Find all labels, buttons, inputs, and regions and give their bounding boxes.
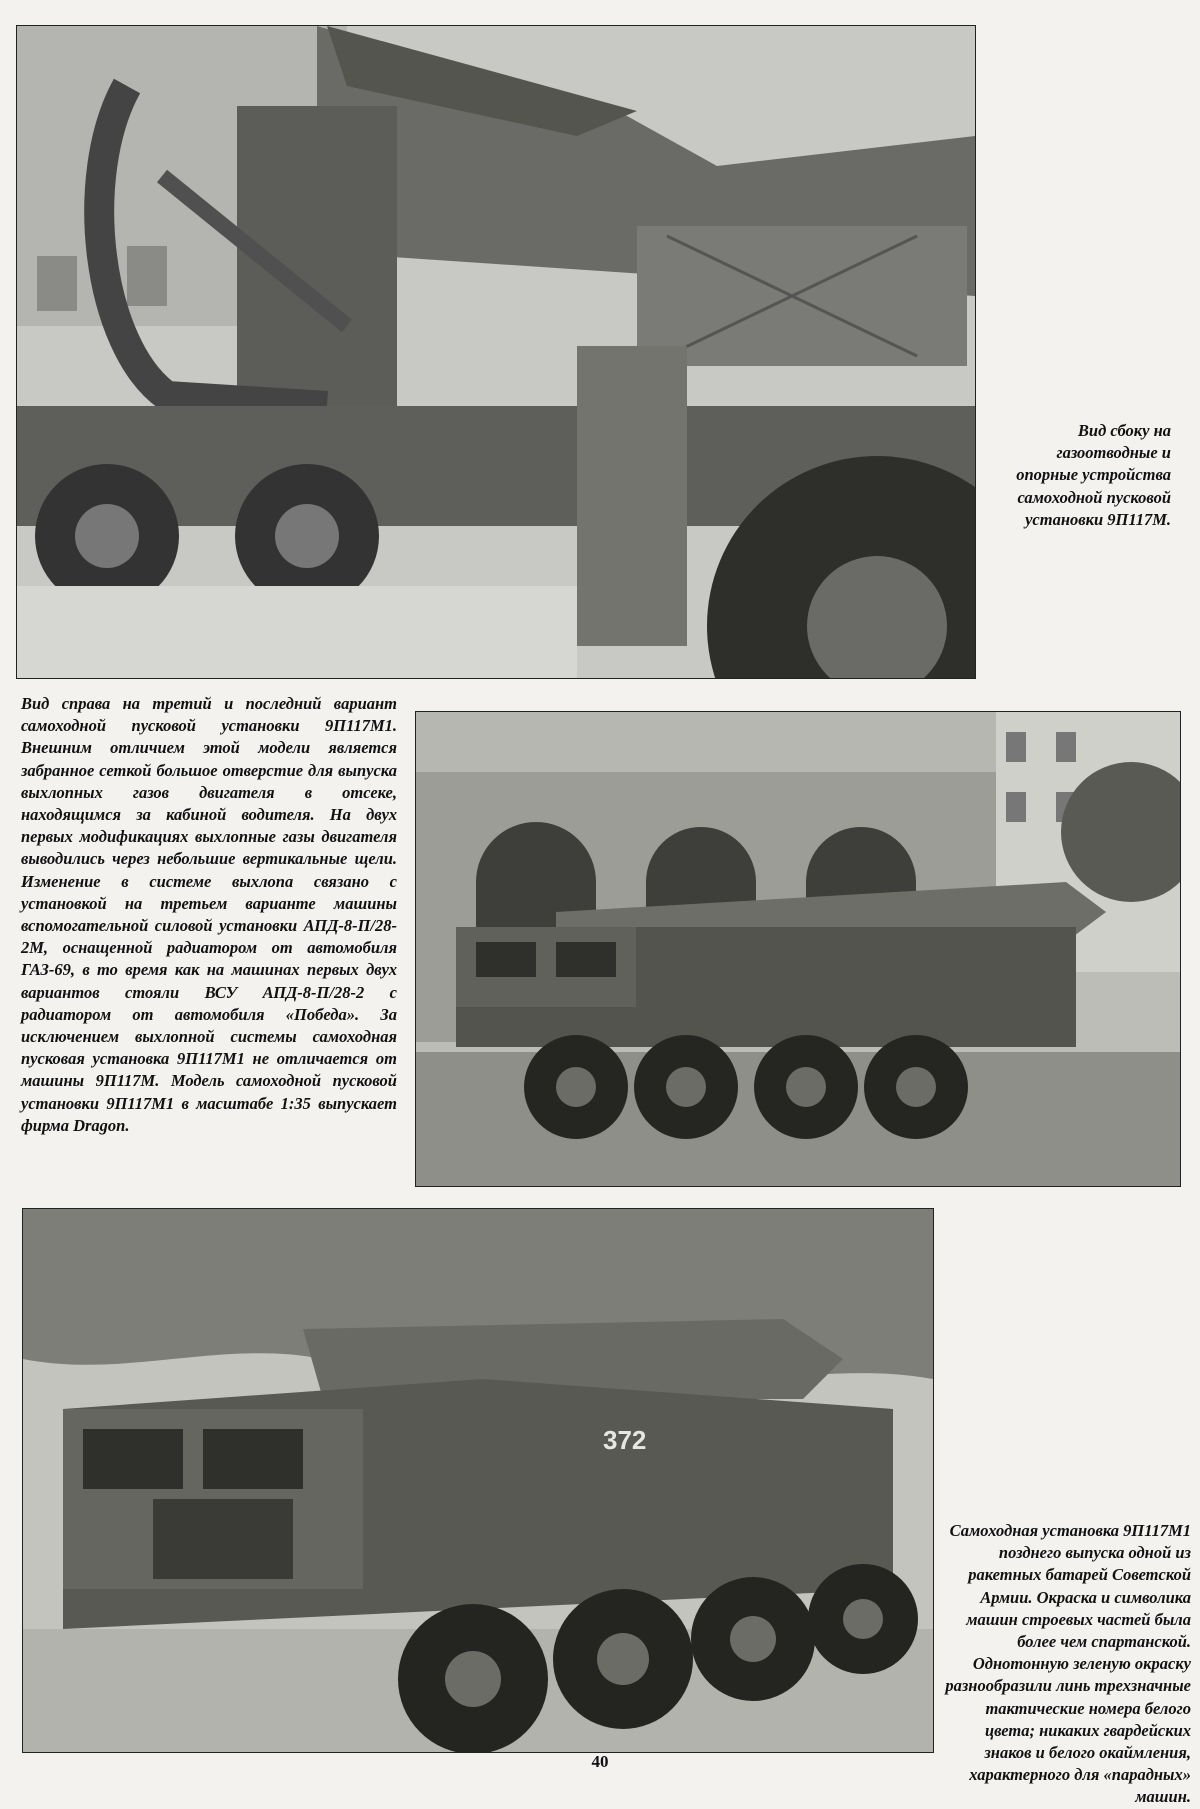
photo-late-production-launcher (22, 1208, 934, 1753)
page-number: 40 (591, 1752, 609, 1771)
photo-right-view-image (416, 712, 1180, 1186)
photo-side-view-image (17, 26, 975, 678)
tactical-number: 372 (603, 1425, 647, 1455)
photo-side-view-launcher (16, 25, 976, 679)
caption-right-view: Вид справа на третий и последний вариант самоходной пусковой установки 9П117М1. Внешним отличием этой модели является забранное сеткой большое отверстие для выпуска выхлопных газов двигателя в отсеке, находящимся за кабиной водителя. На двух первых модификациях выхлопные газы двигателя выводились через небольшие вертикальные щели. Изменение в системе выхлопа связано с установкой на третьем варианте машины вспомогательной силовой установки АПД-8-П/28-2М, оснащенной радиатором от автомобиля ГАЗ-69, в то время как на машинах первых двух вариантов стояли ВСУ АПД-8-П/28-2 с радиатором от автомобиля «Победа». За исключением выхлопной системы самоходная пусковая установка 9П117М1 не отличается от машины 9П117М. Модель самоходной пусковой установки 9П117М1 в масштабе 1:35 выпускает фирма Dragon. (21, 694, 397, 1135)
caption-side-view: Вид сбоку на газоотводные и опорные устройства самоходной пусковой установки 9П117М. (1016, 421, 1171, 529)
photo-late-production-image (23, 1209, 933, 1752)
photo-right-view-launcher (415, 711, 1181, 1187)
caption-late-production: Самоходная установка 9П117М1 позднего выпуска одной из ракетных батарей Советской Армии. Окраска и символика машин строевых частей была более чем спартанской. Однотонную зеленую окраску разнообразили линь трехзначные тактические номера белого цвета; никаких гвардейских знаков и белого окаймления, характерного для «парадных» машин. (945, 1521, 1191, 1807)
